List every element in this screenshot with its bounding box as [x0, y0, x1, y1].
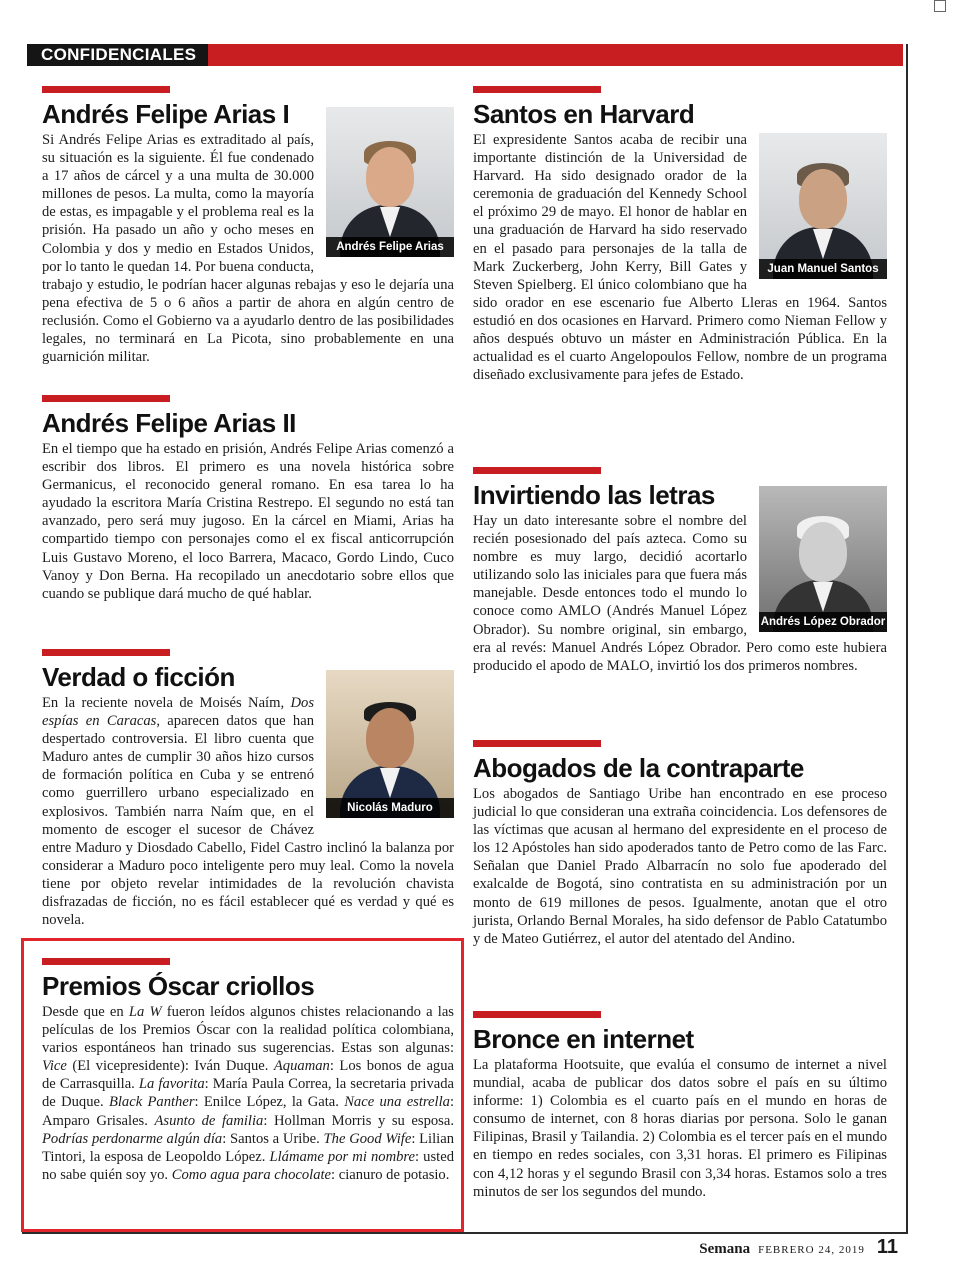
film-title: Black Panther	[108, 1094, 195, 1111]
left-column-3	[42, 649, 454, 929]
photo-andres-felipe-arias	[326, 107, 454, 257]
magazine-name: Semana	[699, 1241, 751, 1257]
film-title: La favorita	[138, 1076, 205, 1093]
right-column-2	[473, 467, 887, 675]
left-column	[42, 86, 454, 366]
red-rule	[42, 649, 170, 656]
article-abogados-contraparte	[473, 740, 887, 948]
text-segment: : usted no sabe quién soy yo.	[42, 1148, 454, 1183]
issue-date: FEBRERO 24, 2019	[758, 1244, 865, 1256]
text-segment: fueron leídos algunos chistes relacionando a las películas de los Premios Óscar con la realidad política colombiana, varios espontáneos han trinado sus sugerencias. Estas son algunas:	[42, 1004, 454, 1057]
photo-caption: Nicolás Maduro	[326, 798, 454, 818]
article-body: Si Andrés Felipe Arias es extraditado al país, su situación es la siguiente. Él fue condenado a 17 años de cárcel y a una multa de 30.000 millones de pesos. La multa, como la mayoría de estas, es impagable y el problema real es la prisión. Ha pasado un año y ocho meses en Colombia y dos y medio en Estados Unidos, por lo tanto le quedan 14. Por buena conducta, trabajo y estudio, le podrían hacer algunas rebajas y eso le dejaría una pena efectiva de 5 o 6 años a partir de ahora en algún centro de reclusión. Como el Gobierno va a ayudarlo dentro de las posibilidades legales, no terminará en La Picota, sino probablemente en una guarnición militar.	[42, 132, 454, 366]
article-santos-harvard	[473, 86, 887, 384]
article-body: En la reciente novela de Moisés Naím, Dos espías en Caracas, aparecen datos que han despertado controversia. El libro cuenta que Maduro antes de cumplir 30 años hizo cursos de formación política en Cuba y se entrenó como guerrillero urbano especializado en explosivos. También narra Naím que, en el momento de escoger el sucesor de Chávez entre Maduro y Diosdado Cabello, Fidel Castro inclinó la balanza por considerar a Maduro poco inteligente pero muy leal. Como la novela tiene por objeto revelar intimidades de la revolución chavista disfrazadas de ficción, no es fácil establecer qué es verdad y qué es novela.	[42, 695, 454, 929]
text-segment: : Los bonos de agua de Carrasquilla.	[42, 1058, 455, 1093]
photo-juan-manuel-santos	[759, 133, 887, 279]
section-label: CONFIDENCIALES	[27, 44, 208, 66]
text-segment: : María Paula Correa, la secretaria privada de Duque.	[42, 1076, 454, 1111]
film-title: Podrías perdonarme algún día	[42, 1130, 223, 1147]
red-rule	[473, 740, 601, 747]
right-column-3	[473, 740, 887, 948]
article-title: Andrés Felipe Arias I	[42, 99, 290, 129]
page-number: 11	[876, 1236, 898, 1258]
film-title: The Good Wife	[323, 1130, 412, 1147]
text-segment: : Amparo Grisales.	[42, 1094, 454, 1129]
text-segment: : Santos a Uribe.	[222, 1130, 324, 1147]
film-title: Asunto de familia	[154, 1112, 264, 1129]
article-title: Bronce en internet	[473, 1024, 694, 1054]
article-body: En el tiempo que ha estado en prisión, Andrés Felipe Arias comenzó a escribir dos libros. El primero es una novela histórica sobre Germanicus, el reconocido general romano. En esa tarea lo ha ayudado la escritora María Cristina Restrepo. El segundo no está tan avanzado, pero será muy jugoso. En la cárcel en Miami, Arias ha compartido tiempo con personajes como el ex fiscal anticorrupción Luis Gustavo Moreno, el loco Barrera, Macaco, Gordo Lindo, Cuco Vanoy y Don Berna. Ha recopilado un anecdotario sobre ellos que cuando se publique dará mucho de qué hablar.	[42, 441, 454, 602]
film-title: Nace una estrella	[344, 1094, 450, 1111]
red-rule	[473, 86, 601, 93]
text-segment: Desde que en	[42, 1004, 129, 1020]
article-invirtiendo-letras	[473, 467, 887, 675]
film-title: Vice	[42, 1058, 67, 1075]
red-rule	[42, 958, 170, 965]
right-column-4	[473, 1011, 887, 1201]
section-banner	[27, 44, 903, 66]
film-title: Llámame por mi nombre	[269, 1148, 416, 1165]
red-rule	[473, 1011, 601, 1018]
photo-nicolas-maduro	[326, 670, 454, 818]
article-arias-1	[42, 86, 454, 366]
photo-caption: Andrés López Obrador	[759, 612, 887, 632]
red-rule	[42, 86, 170, 93]
crop-mark	[934, 0, 946, 12]
article-title: Invirtiendo las letras	[473, 480, 715, 510]
page-footer	[699, 1236, 898, 1258]
red-rule	[473, 467, 601, 474]
left-column-2	[42, 395, 454, 603]
article-title: Andrés Felipe Arias II	[42, 408, 296, 438]
article-premios-oscar	[42, 958, 454, 1184]
left-column-4	[42, 958, 454, 1184]
article-arias-2	[42, 395, 454, 603]
article-title: Santos en Harvard	[473, 99, 695, 129]
article-body: Hay un dato interesante sobre el nombre del recién posesionado del país azteca. Como su nombre es muy largo, decidió acortarlo utilizando solo las iniciales para que fuera más manejable. Desde entonces todo el mundo lo conoce como AMLO (Andrés Manuel López Obrador). Su nombre original, sin embargo, era al revés: Manuel Andrés López Obrador. Pero como este hubiera producido el apodo de MALO, invirtió los dos primeros nombres.	[473, 513, 887, 674]
text-segment: : Hollman Morris y su esposa.	[263, 1112, 454, 1129]
photo-andres-lopez-obrador	[759, 486, 887, 632]
article-bronce-internet	[473, 1011, 887, 1201]
article-body: La plataforma Hootsuite, que evalúa el consumo de internet a nivel mundial, acaba de publicar dos datos sobre el país en su último informe: 1) Colombia es el cuarto país en el mundo en horas de consumo de internet, con 8 horas diarias por persona. Solo le ganan Filipinas, Brasil y Tailandia. 2) Colombia es el tercer país en el mundo en tiempo en redes sociales, con 3,31 horas. El primero es Filipinas con 4,12 horas y el segundo Brasil con 3,34 horas. Estamos solo a tres minutos de ser los segundos del mundo.	[473, 1057, 887, 1200]
article-body: El expresidente Santos acaba de recibir una importante distinción de la Universidad de Harvard. Ha sido designado orador de la ceremonia de graduación del Kennedy School el próximo 29 de mayo. El honor de hablar en una graduación de Harvard ha sido reservado en el pasado para personajes de la talla de Mark Zuckerberg, John Kerry, Bill Gates y Steven Spielberg. El único colombiano que ha sido orador en ese escenario fue Alberto Lleras en 1964. Santos estudió en dos ocasiones en Harvard. Primero como Nieman Fellow y años después obtuvo un máster en Administración Pública. En la actualidad es el cuarto Angelopoulos Fellow, nombre de un programa diseñado exclusivamente para jefes de Estado.	[473, 132, 887, 384]
article-body	[42, 1003, 454, 1184]
text-segment: : cianuro de potasio.	[331, 1166, 450, 1183]
photo-caption: Juan Manuel Santos	[759, 259, 887, 279]
photo-caption: Andrés Felipe Arias	[326, 237, 454, 257]
right-column	[473, 86, 887, 384]
film-title: La W	[128, 1004, 162, 1020]
article-verdad-ficcion	[42, 649, 454, 929]
text-segment: : Enilce López, la Gata.	[194, 1094, 345, 1111]
red-rule	[42, 395, 170, 402]
film-title: Como agua para chocolate	[171, 1166, 332, 1183]
text-segment: (El vicepresidente): Iván Duque.	[66, 1058, 274, 1075]
article-title: Verdad o ficción	[42, 662, 235, 692]
article-title: Abogados de la contraparte	[473, 753, 804, 783]
article-body: Los abogados de Santiago Uribe han encontrado en ese proceso judicial lo que consideran una extraña coincidencia. Los defensores de las víctimas que acusan al hermano del expresidente en el proceso de los 12 Apóstoles han sido apoderados tanto de Petro como de las Farc. Señalan que Daniel Prado Albarracín no solo fue apoderado del exalcalde de Bogotá, sino contratista en su administración por un monto de 619 millones de pesos. Igualmente, anotan que el otro jurista, Orlando Bernal Morales, ha sido defensor de Pablo Catatumbo y de Mateo Gutiérrez, el autor del atentado del Andino.	[473, 786, 887, 947]
article-title: Premios Óscar criollos	[42, 971, 315, 1001]
film-title: Aquaman	[273, 1058, 330, 1075]
text-segment: : Lilian Tintori, la esposa de Leopoldo López.	[42, 1130, 454, 1165]
